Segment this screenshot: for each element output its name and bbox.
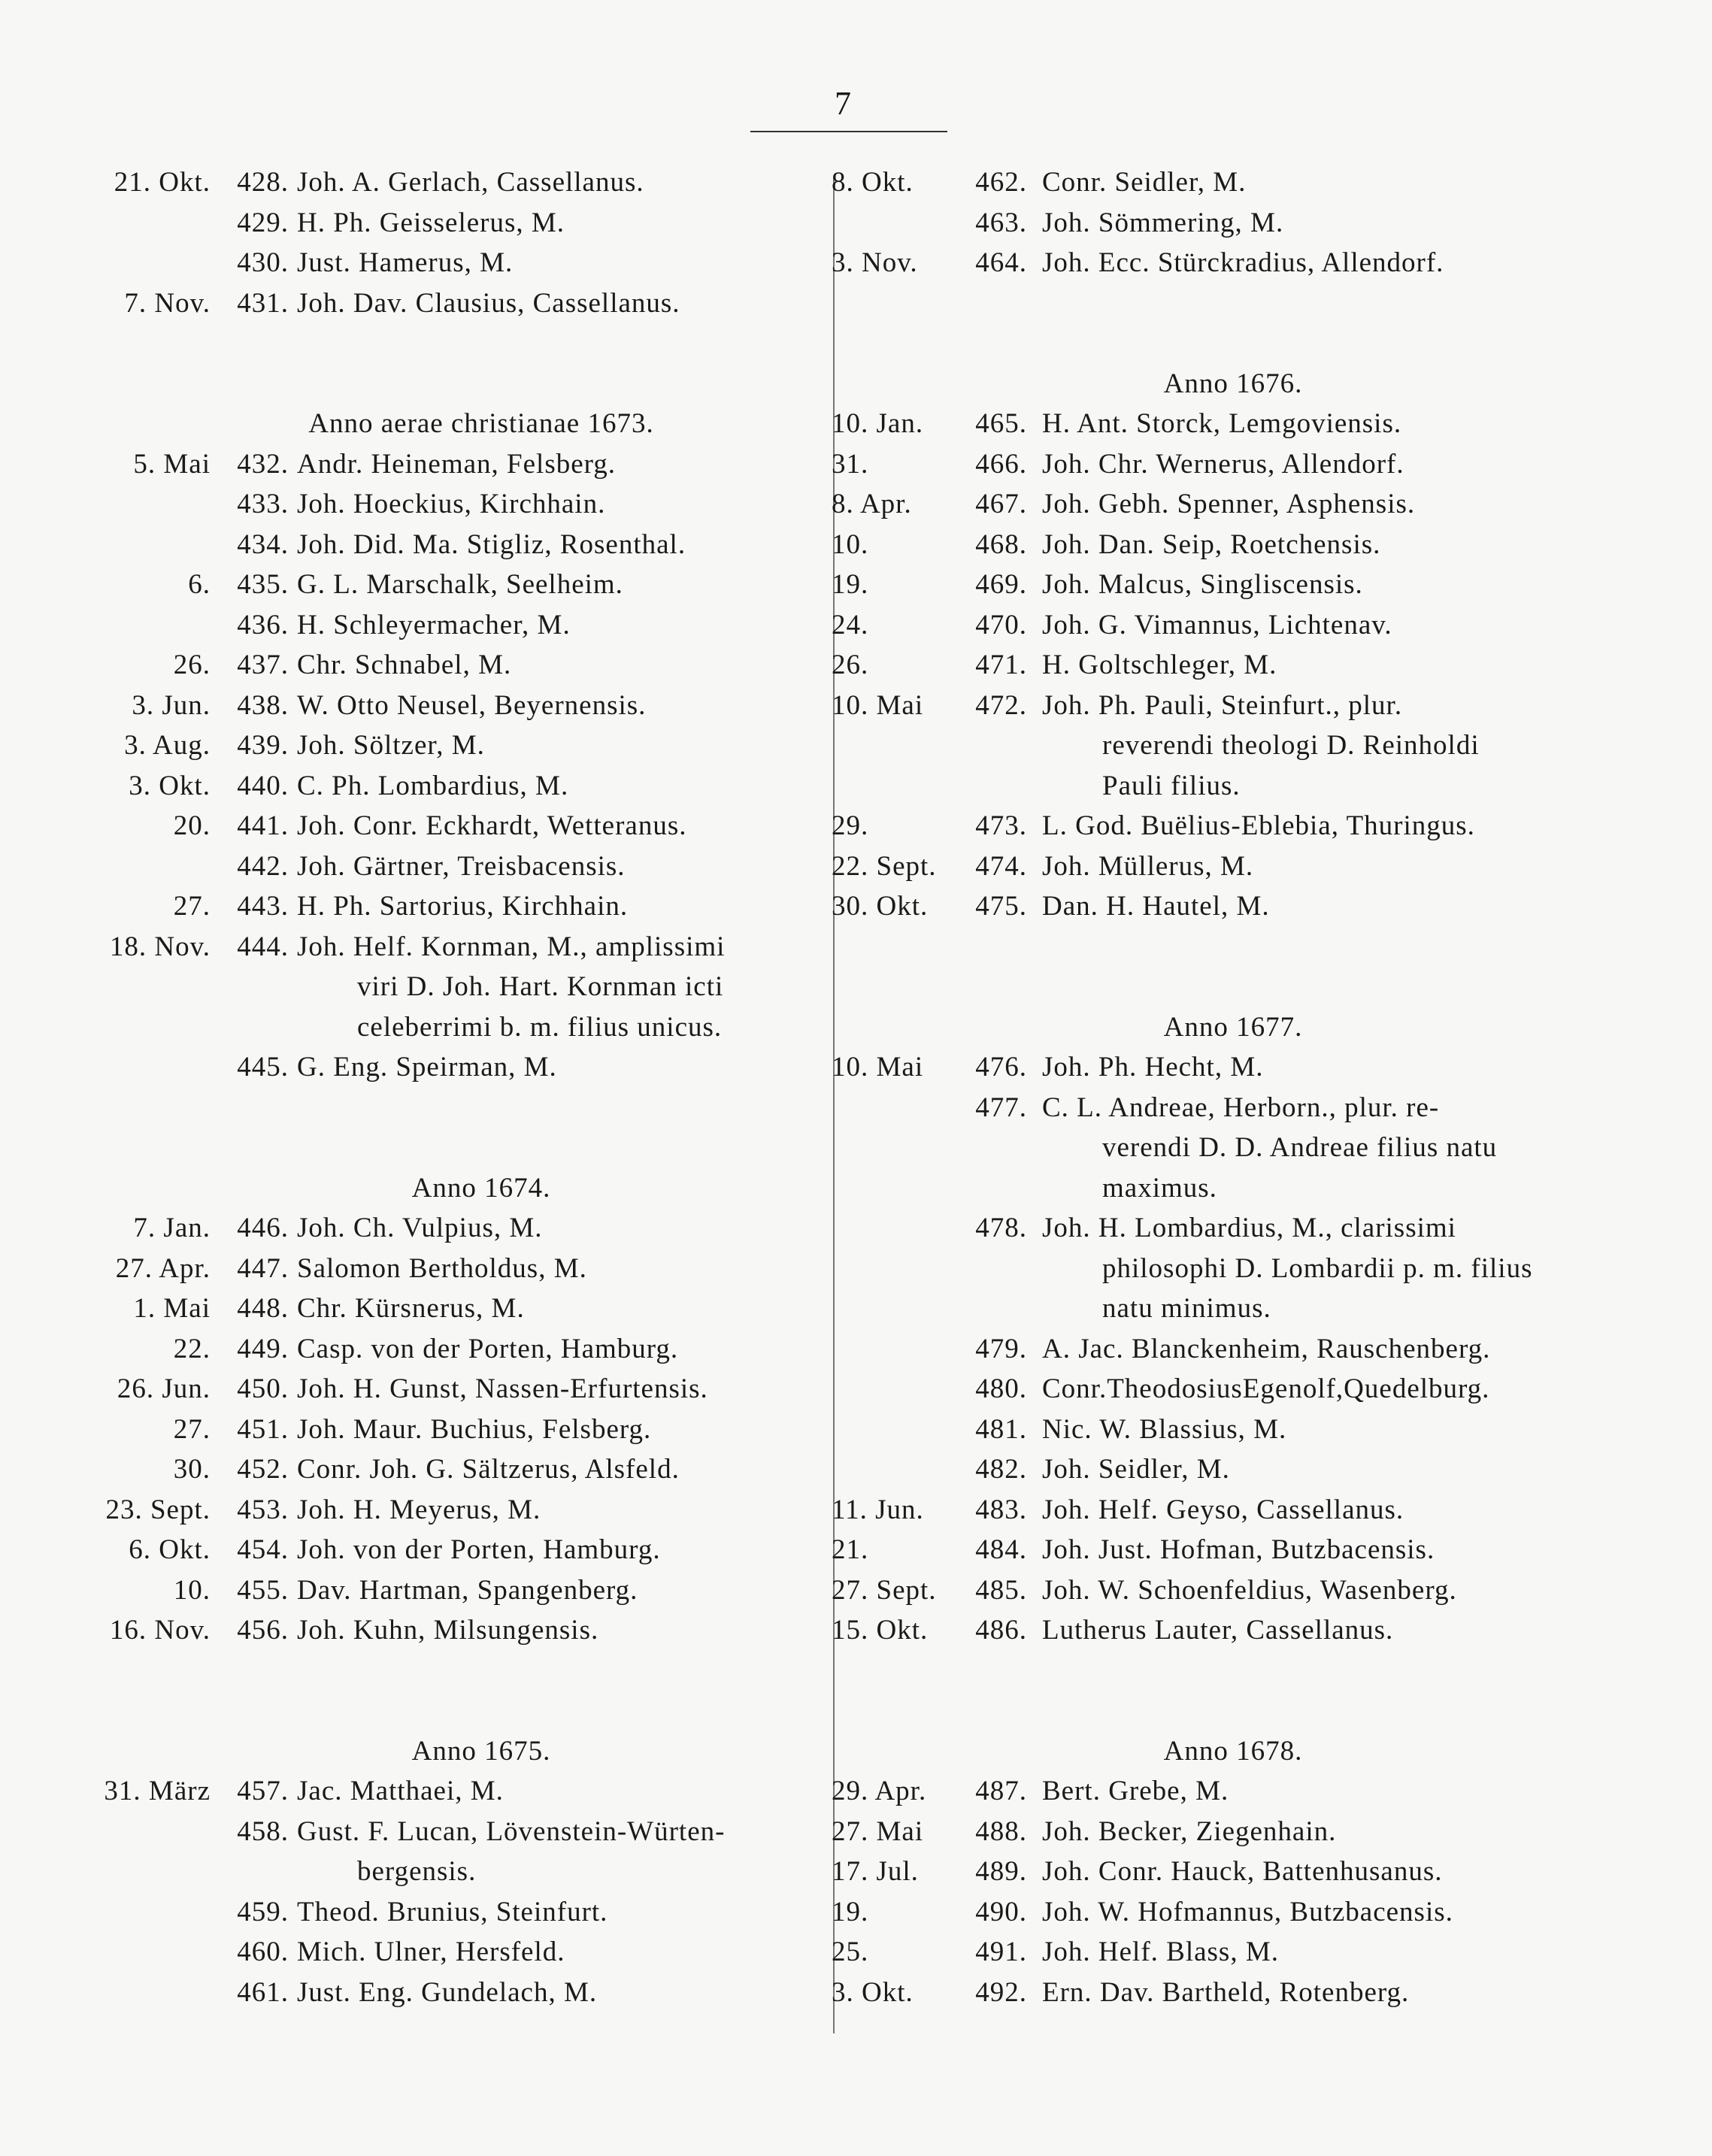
entry-date: 18. Nov. bbox=[109, 931, 211, 962]
entry-name-continuation: bergensis. bbox=[357, 1856, 477, 1887]
entry-name: Dan. H. Hautel, M. bbox=[1042, 891, 1270, 922]
entry-number: 486. bbox=[975, 1615, 1027, 1646]
entry-date: 3. Jun. bbox=[132, 689, 211, 721]
entry-number: 434. bbox=[237, 528, 289, 560]
entry-name: Joh. Söltzer, M. bbox=[297, 730, 485, 761]
entry-date: 27. bbox=[173, 1413, 211, 1445]
matriculation-entry bbox=[90, 927, 812, 967]
entry-name: Andr. Heineman, Felsberg. bbox=[297, 448, 617, 480]
entry-name: Joh. W. Hofmannus, Butzbacensis. bbox=[1042, 1896, 1453, 1927]
entry-number: 432. bbox=[237, 448, 289, 480]
entry-number: 450. bbox=[237, 1373, 289, 1404]
matriculation-entry bbox=[827, 1892, 1579, 1933]
entry-number: 487. bbox=[975, 1776, 1027, 1806]
matriculation-entry bbox=[827, 243, 1579, 283]
entry-number: 485. bbox=[975, 1574, 1027, 1606]
matriculation-entry bbox=[90, 525, 812, 565]
entry-number: 463. bbox=[975, 207, 1027, 238]
spacer bbox=[827, 927, 1579, 1007]
entry-name-continuation: celeberrimi b. m. filius unicus. bbox=[357, 1011, 723, 1043]
entry-number: 443. bbox=[237, 891, 289, 922]
entry-name: L. God. Buëlius-Eblebia, Thuringus. bbox=[1042, 810, 1475, 841]
entry-number: 480. bbox=[975, 1373, 1027, 1404]
entry-date: 27. Mai bbox=[832, 1815, 924, 1847]
matriculation-entry bbox=[827, 1088, 1579, 1128]
entry-date: 25. bbox=[832, 1936, 869, 1967]
entry-name: C. Ph. Lombardius, M. bbox=[297, 770, 569, 801]
entry-name: H. Goltschleger, M. bbox=[1042, 650, 1277, 680]
entry-name: Joh. Chr. Wernerus, Allendorf. bbox=[1042, 448, 1404, 480]
year-heading: Anno 1676. bbox=[1163, 368, 1303, 399]
matriculation-entry bbox=[90, 1570, 812, 1611]
entry-number: 467. bbox=[975, 489, 1027, 519]
entry-number: 476. bbox=[975, 1052, 1027, 1083]
matriculation-entry bbox=[827, 645, 1579, 686]
entry-date: 17. Jul. bbox=[832, 1856, 919, 1887]
entry-number: 444. bbox=[237, 931, 289, 962]
matriculation-entry bbox=[827, 404, 1579, 444]
entry-number: 474. bbox=[975, 850, 1027, 882]
entry-date: 27. Sept. bbox=[832, 1574, 937, 1606]
entry-number: 471. bbox=[975, 650, 1027, 680]
page-number-rule bbox=[750, 131, 947, 132]
matriculation-entry bbox=[827, 1812, 1579, 1852]
left-column bbox=[90, 162, 812, 2012]
matriculation-entry bbox=[827, 605, 1579, 646]
matriculation-entry bbox=[827, 806, 1579, 846]
matriculation-entry bbox=[90, 1973, 812, 2013]
entry-number: 442. bbox=[237, 850, 289, 882]
entry-name: Conr.TheodosiusEgenolf,Quedelburg. bbox=[1042, 1373, 1490, 1404]
entry-date: 10. Mai bbox=[832, 689, 924, 721]
matriculation-entry bbox=[90, 1490, 812, 1531]
matriculation-entry bbox=[827, 846, 1579, 887]
matriculation-entry bbox=[90, 886, 812, 927]
entry-name: Joh. Müllerus, M. bbox=[1042, 850, 1254, 882]
matriculation-entry bbox=[827, 1932, 1579, 1973]
matriculation-entry bbox=[90, 1410, 812, 1450]
matriculation-entry bbox=[90, 1610, 812, 1651]
entry-name: Joh. A. Gerlach, Cassellanus. bbox=[297, 167, 644, 198]
entry-name: Chr. Kürsnerus, M. bbox=[297, 1293, 525, 1324]
entry-number: 483. bbox=[975, 1494, 1027, 1525]
matriculation-entry bbox=[90, 283, 812, 324]
matriculation-entry bbox=[90, 243, 812, 283]
matriculation-entry bbox=[827, 1208, 1579, 1249]
matriculation-entry bbox=[827, 565, 1579, 605]
matriculation-entry bbox=[827, 1771, 1579, 1812]
matriculation-entry bbox=[90, 1449, 812, 1490]
entry-date: 22. bbox=[173, 1333, 211, 1364]
matriculation-entry bbox=[827, 1449, 1579, 1490]
entry-number: 449. bbox=[237, 1333, 289, 1364]
entry-date: 23. Sept. bbox=[105, 1494, 211, 1525]
entry-number: 429. bbox=[237, 207, 289, 238]
entry-date: 19. bbox=[832, 569, 869, 600]
entry-date: 5. Mai bbox=[133, 448, 211, 480]
entry-date: 21. Okt. bbox=[114, 167, 211, 198]
matriculation-entry bbox=[827, 525, 1579, 565]
matriculation-entry bbox=[90, 1369, 812, 1410]
matriculation-entry bbox=[90, 806, 812, 846]
entry-number: 484. bbox=[975, 1534, 1027, 1565]
spacer bbox=[827, 283, 1579, 364]
entry-date: 20. bbox=[173, 810, 211, 841]
entry-name: Just. Eng. Gundelach, M. bbox=[297, 1976, 598, 2008]
matriculation-entry bbox=[90, 444, 812, 485]
entry-name: Joh. Becker, Ziegenhain. bbox=[1042, 1815, 1337, 1847]
entry-number: 468. bbox=[975, 528, 1027, 560]
entry-number: 482. bbox=[975, 1454, 1027, 1485]
matriculation-entry bbox=[827, 1047, 1579, 1088]
entry-number: 438. bbox=[237, 689, 289, 721]
entry-name: Joh. G. Vimannus, Lichtenav. bbox=[1042, 609, 1392, 640]
matriculation-entry bbox=[90, 565, 812, 605]
entry-number: 454. bbox=[237, 1534, 289, 1565]
entry-name: W. Otto Neusel, Beyernensis. bbox=[297, 689, 647, 721]
entry-name: Joh. Ch. Vulpius, M. bbox=[297, 1213, 543, 1243]
entry-name: G. L. Marschalk, Seelheim. bbox=[297, 569, 623, 600]
entry-number: 489. bbox=[975, 1856, 1027, 1887]
matriculation-entry bbox=[827, 686, 1579, 726]
entry-date: 29. Apr. bbox=[832, 1776, 927, 1806]
entry-name: Joh. Helf. Kornman, M., amplissimi bbox=[297, 931, 726, 962]
entry-name: Joh. Seidler, M. bbox=[1042, 1454, 1230, 1485]
entry-name: Jac. Matthaei, M. bbox=[297, 1776, 504, 1806]
entry-continuation bbox=[827, 725, 1579, 766]
matriculation-entry bbox=[90, 846, 812, 887]
year-heading: Anno aerae christianae 1673. bbox=[308, 408, 654, 439]
matriculation-entry bbox=[827, 1369, 1579, 1410]
entry-name: Joh. Sömmering, M. bbox=[1042, 207, 1284, 238]
matriculation-entry bbox=[827, 1973, 1579, 2013]
entry-continuation bbox=[827, 1249, 1579, 1289]
entry-name: Just. Hamerus, M. bbox=[297, 247, 514, 278]
entry-date: 3. Okt. bbox=[832, 1976, 914, 2008]
entry-date: 7. Jan. bbox=[133, 1213, 211, 1243]
entry-name: Joh. Dan. Seip, Roetchensis. bbox=[1042, 528, 1381, 560]
matriculation-entry bbox=[90, 484, 812, 525]
matriculation-entry bbox=[90, 1208, 812, 1249]
matriculation-entry bbox=[827, 203, 1579, 244]
entry-date: 6. bbox=[188, 569, 211, 600]
matriculation-entry bbox=[827, 1530, 1579, 1570]
entry-number: 428. bbox=[237, 167, 289, 198]
entry-name-continuation: reverendi theologi D. Reinholdi bbox=[1102, 730, 1480, 761]
entry-date: 21. bbox=[832, 1534, 869, 1565]
entry-date: 7. Nov. bbox=[124, 287, 211, 319]
matriculation-entry bbox=[827, 886, 1579, 927]
entry-name: Joh. Ph. Pauli, Steinfurt., plur. bbox=[1042, 689, 1403, 721]
spacer bbox=[90, 323, 812, 404]
entry-name: Casp. von der Porten, Hamburg. bbox=[297, 1333, 679, 1364]
entry-number: 451. bbox=[237, 1413, 289, 1445]
entry-date: 26. Jun. bbox=[117, 1373, 211, 1404]
entry-number: 478. bbox=[975, 1213, 1027, 1243]
entry-date: 10. bbox=[173, 1574, 211, 1606]
entry-number: 445. bbox=[237, 1052, 289, 1083]
entry-continuation bbox=[827, 1288, 1579, 1329]
entry-name: Mich. Ulner, Hersfeld. bbox=[297, 1936, 565, 1967]
entry-name: Joh. W. Schoenfeldius, Wasenberg. bbox=[1042, 1574, 1457, 1606]
right-column bbox=[827, 162, 1579, 2012]
entry-number: 436. bbox=[237, 609, 289, 640]
entry-name: Joh. Just. Hofman, Butzbacensis. bbox=[1042, 1534, 1435, 1565]
entry-number: 488. bbox=[975, 1815, 1027, 1847]
entry-name: Joh. Conr. Hauck, Battenhusanus. bbox=[1042, 1856, 1443, 1887]
entry-number: 447. bbox=[237, 1252, 289, 1284]
entry-date: 26. bbox=[173, 650, 211, 680]
matriculation-entry bbox=[90, 766, 812, 807]
entry-name: C. L. Andreae, Herborn., plur. re- bbox=[1042, 1092, 1440, 1123]
entry-date: 29. bbox=[832, 810, 869, 841]
matriculation-entry bbox=[90, 1812, 812, 1852]
entry-number: 448. bbox=[237, 1293, 289, 1324]
entry-number: 452. bbox=[237, 1454, 289, 1485]
entry-name: Conr. Seidler, M. bbox=[1042, 167, 1247, 198]
entry-number: 455. bbox=[237, 1574, 289, 1606]
entry-number: 453. bbox=[237, 1494, 289, 1525]
matriculation-entry bbox=[90, 203, 812, 244]
entry-name: Salomon Bertholdus, M. bbox=[297, 1252, 587, 1284]
entry-number: 491. bbox=[975, 1936, 1027, 1967]
entry-date: 31. März bbox=[104, 1776, 211, 1806]
entry-name: Conr. Joh. G. Sältzerus, Alsfeld. bbox=[297, 1454, 680, 1485]
entry-name: Gust. F. Lucan, Lövenstein-Würten- bbox=[297, 1815, 726, 1847]
entry-name: Joh. Did. Ma. Stigliz, Rosenthal. bbox=[297, 528, 686, 560]
matriculation-entry bbox=[827, 1410, 1579, 1450]
matriculation-entry bbox=[827, 444, 1579, 485]
entry-number: 433. bbox=[237, 489, 289, 519]
matriculation-entry bbox=[90, 1771, 812, 1812]
entry-number: 479. bbox=[975, 1333, 1027, 1364]
entry-date: 1. Mai bbox=[133, 1293, 211, 1324]
year-heading: Anno 1678. bbox=[1163, 1735, 1303, 1767]
entry-name: Joh. von der Porten, Hamburg. bbox=[297, 1534, 661, 1565]
matriculation-entry bbox=[90, 1249, 812, 1289]
matriculation-entry bbox=[90, 1932, 812, 1973]
entry-date: 3. Okt. bbox=[129, 770, 211, 801]
entry-name: Joh. H. Meyerus, M. bbox=[297, 1494, 541, 1525]
entry-number: 456. bbox=[237, 1615, 289, 1646]
entry-date: 8. Apr. bbox=[832, 489, 912, 519]
entry-name-continuation: verendi D. D. Andreae filius natu bbox=[1102, 1132, 1498, 1163]
entry-date: 30. bbox=[173, 1454, 211, 1485]
entry-date: 27. bbox=[173, 891, 211, 922]
entry-name: H. Schleyermacher, M. bbox=[297, 609, 571, 640]
entry-name-continuation: philosophi D. Lombardii p. m. filius bbox=[1102, 1252, 1533, 1284]
matriculation-entry bbox=[827, 1570, 1579, 1611]
entry-date: 30. Okt. bbox=[832, 891, 929, 922]
spacer bbox=[90, 1088, 812, 1168]
entry-date: 24. bbox=[832, 609, 869, 640]
entry-date: 3. Nov. bbox=[832, 247, 918, 278]
entry-number: 431. bbox=[237, 287, 289, 319]
entry-date: 22. Sept. bbox=[832, 850, 937, 882]
year-heading: Anno 1677. bbox=[1163, 1011, 1303, 1043]
matriculation-entry bbox=[827, 1852, 1579, 1892]
entry-number: 472. bbox=[975, 689, 1027, 721]
entry-number: 470. bbox=[975, 609, 1027, 640]
entry-name: Nic. W. Blassius, M. bbox=[1042, 1413, 1287, 1445]
entry-continuation bbox=[90, 967, 812, 1007]
entry-number: 469. bbox=[975, 569, 1027, 600]
entry-number: 435. bbox=[237, 569, 289, 600]
entry-continuation bbox=[827, 1128, 1579, 1168]
entry-name: Joh. Gebh. Spenner, Asphensis. bbox=[1042, 489, 1416, 519]
matriculation-entry bbox=[90, 686, 812, 726]
entry-name-continuation: Pauli filius. bbox=[1102, 770, 1241, 801]
matriculation-entry bbox=[827, 162, 1579, 203]
entry-number: 439. bbox=[237, 730, 289, 761]
entry-name: Joh. Ph. Hecht, M. bbox=[1042, 1052, 1264, 1083]
entry-number: 464. bbox=[975, 247, 1027, 278]
page-number: 7 bbox=[835, 85, 851, 122]
entry-number: 457. bbox=[237, 1776, 289, 1806]
entry-name: Joh. Kuhn, Milsungensis. bbox=[297, 1615, 599, 1646]
entry-date: 10. Jan. bbox=[832, 408, 924, 439]
entry-name: Theod. Brunius, Steinfurt. bbox=[297, 1896, 608, 1927]
entry-name: Dav. Hartman, Spangenberg. bbox=[297, 1574, 638, 1606]
entry-date: 3. Aug. bbox=[124, 730, 211, 761]
entry-number: 477. bbox=[975, 1092, 1027, 1123]
entry-number: 430. bbox=[237, 247, 289, 278]
entry-name: Joh. H. Gunst, Nassen-Erfurtensis. bbox=[297, 1373, 708, 1404]
entry-name: Joh. Hoeckius, Kirchhain. bbox=[297, 489, 606, 519]
entry-date: 16. Nov. bbox=[109, 1615, 211, 1646]
matriculation-entry bbox=[90, 1530, 812, 1570]
matriculation-entry bbox=[90, 725, 812, 766]
entry-name: H. Ant. Storck, Lemgoviensis. bbox=[1042, 408, 1402, 439]
entry-number: 440. bbox=[237, 770, 289, 801]
entry-date: 8. Okt. bbox=[832, 167, 914, 198]
year-heading: Anno 1674. bbox=[411, 1172, 551, 1204]
matriculation-entry bbox=[827, 1610, 1579, 1651]
entry-number: 446. bbox=[237, 1213, 289, 1243]
entry-number: 459. bbox=[237, 1896, 289, 1927]
entry-name: Joh. Malcus, Singliscensis. bbox=[1042, 569, 1363, 600]
entry-name: Joh. Gärtner, Treisbacensis. bbox=[297, 850, 626, 882]
entry-name: Joh. Conr. Eckhardt, Wetteranus. bbox=[297, 810, 687, 841]
entry-continuation bbox=[827, 1168, 1579, 1209]
matriculation-entry bbox=[827, 1329, 1579, 1370]
entry-name: Joh. Helf. Geyso, Cassellanus. bbox=[1042, 1494, 1404, 1525]
entry-date: 26. bbox=[832, 650, 869, 680]
matriculation-entry bbox=[90, 1892, 812, 1933]
entry-date: 31. bbox=[832, 448, 869, 480]
entry-continuation bbox=[90, 1852, 812, 1892]
matriculation-entry bbox=[90, 1329, 812, 1370]
entry-name: Lutherus Lauter, Cassellanus. bbox=[1042, 1615, 1394, 1646]
entry-name: Joh. Dav. Clausius, Cassellanus. bbox=[297, 287, 680, 319]
entry-number: 460. bbox=[237, 1936, 289, 1967]
entry-name: Joh. Ecc. Stürckradius, Allendorf. bbox=[1042, 247, 1444, 278]
entry-number: 441. bbox=[237, 810, 289, 841]
entry-name: Joh. H. Lombardius, M., clarissimi bbox=[1042, 1213, 1456, 1243]
matriculation-entry bbox=[90, 1047, 812, 1088]
matriculation-entry bbox=[827, 484, 1579, 525]
year-heading: Anno 1675. bbox=[411, 1735, 551, 1767]
entry-name: Chr. Schnabel, M. bbox=[297, 650, 512, 680]
entry-date: 27. Apr. bbox=[115, 1252, 211, 1284]
entry-number: 473. bbox=[975, 810, 1027, 841]
entry-number: 458. bbox=[237, 1815, 289, 1847]
entry-number: 465. bbox=[975, 408, 1027, 439]
entry-number: 437. bbox=[237, 650, 289, 680]
entry-name: H. Ph. Sartorius, Kirchhain. bbox=[297, 891, 629, 922]
entry-name: Joh. Helf. Blass, M. bbox=[1042, 1936, 1279, 1967]
spacer bbox=[90, 1651, 812, 1731]
entry-name: G. Eng. Speirman, M. bbox=[297, 1052, 557, 1083]
entry-date: 10. bbox=[832, 528, 869, 560]
matriculation-entry bbox=[90, 645, 812, 686]
entry-name-continuation: natu minimus. bbox=[1102, 1293, 1271, 1324]
entry-name-continuation: maximus. bbox=[1102, 1172, 1217, 1204]
entry-name: H. Ph. Geisselerus, M. bbox=[297, 207, 565, 238]
entry-date: 6. Okt. bbox=[129, 1534, 211, 1565]
matriculation-entry bbox=[827, 1490, 1579, 1531]
entry-name: Bert. Grebe, M. bbox=[1042, 1776, 1229, 1806]
entry-date: 15. Okt. bbox=[832, 1615, 929, 1646]
entry-date: 10. Mai bbox=[832, 1052, 924, 1083]
entry-name-continuation: viri D. Joh. Hart. Kornman icti bbox=[357, 971, 724, 1002]
entry-number: 461. bbox=[237, 1976, 289, 2008]
entry-continuation bbox=[827, 766, 1579, 807]
entry-number: 481. bbox=[975, 1413, 1027, 1445]
entry-name: A. Jac. Blanckenheim, Rauschenberg. bbox=[1042, 1333, 1491, 1364]
entry-date: 19. bbox=[832, 1896, 869, 1927]
entry-name: Joh. Maur. Buchius, Felsberg. bbox=[297, 1413, 652, 1445]
entry-number: 466. bbox=[975, 448, 1027, 480]
entry-number: 475. bbox=[975, 891, 1027, 922]
matriculation-entry bbox=[90, 162, 812, 203]
matriculation-entry bbox=[90, 1288, 812, 1329]
entry-name: Ern. Dav. Bartheld, Rotenberg. bbox=[1042, 1976, 1410, 2008]
spacer bbox=[827, 1651, 1579, 1731]
entry-date: 11. Jun. bbox=[832, 1494, 924, 1525]
entry-continuation bbox=[90, 1007, 812, 1048]
matriculation-entry bbox=[90, 605, 812, 646]
entry-number: 462. bbox=[975, 167, 1027, 198]
entry-number: 490. bbox=[975, 1896, 1027, 1927]
entry-number: 492. bbox=[975, 1976, 1027, 2008]
